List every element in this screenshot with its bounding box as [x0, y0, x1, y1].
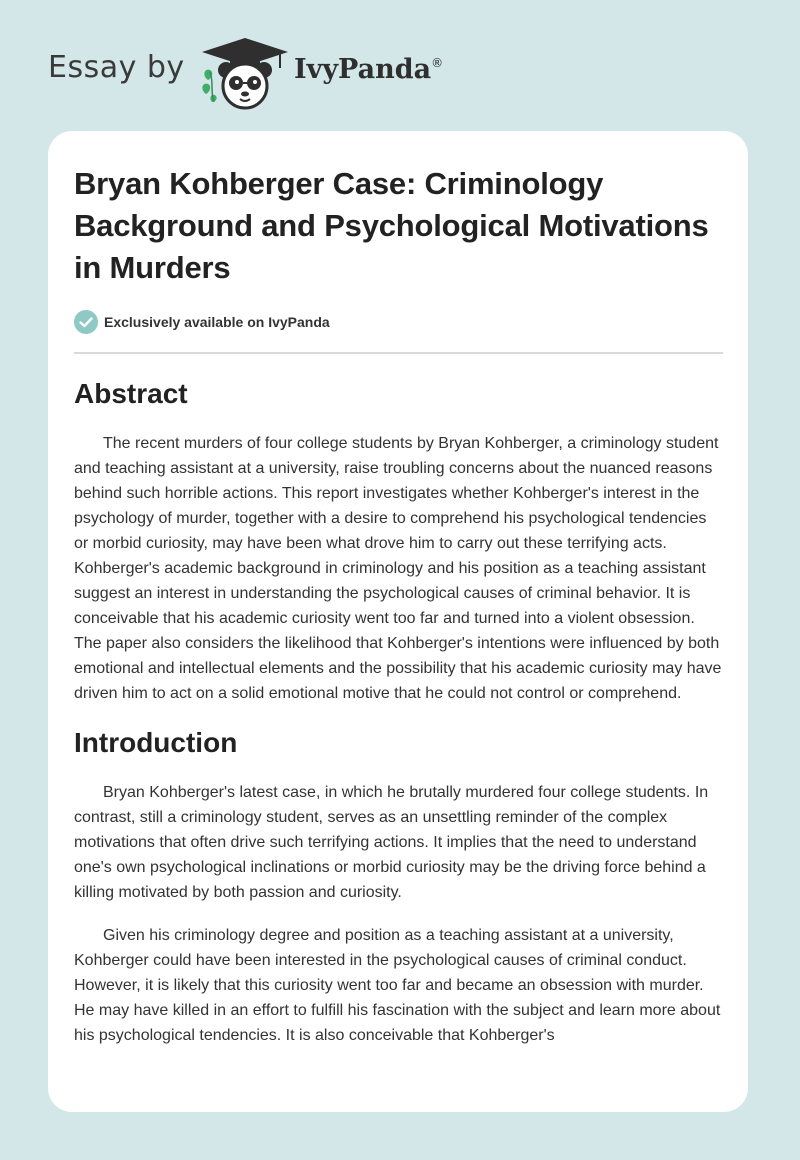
- brand-name-text: IvyPanda: [294, 54, 432, 85]
- exclusive-label: Exclusively available on IvyPanda: [104, 314, 330, 330]
- site-header: [48, 32, 508, 112]
- section-heading-introduction: Introduction: [74, 727, 238, 758]
- essay-card: [48, 131, 748, 1112]
- divider: [74, 352, 723, 354]
- abstract-paragraph: The recent murders of four college students by Bryan Kohberger, a criminology student and teaching assistant at a university, raise troubling concerns about the nuanced reasons behind such horrible actions. This report investigates whether Kohberger's interest in the psychology of murder, together with a desire to comprehend his psychological tendencies or morbid curiosity, may have been what drove him to carry out these terrifying acts. Kohberger's academic background in criminology and his position as a teaching assistant suggest an interest in understanding the psychological causes of criminal behavior. It is conceivable that his academic curiosity went too far and turned into a violent obsession. The paper also considers the likelihood that Kohberger's intentions were influenced by both emotional and intellectual elements and the possibility that his academic curiosity may have driven him to act on a solid emotional motive that he could not control or comprehend.: [74, 435, 722, 702]
- brand-name[interactable]: [294, 54, 443, 85]
- essay-title: Bryan Kohberger Case: Criminology Background and Psychological Motivations in Murders: [74, 166, 709, 285]
- panda-graduate-icon: [200, 36, 290, 112]
- check-circle-icon: [74, 310, 98, 334]
- section-heading-abstract: Abstract: [74, 378, 188, 409]
- essay-content: [74, 163, 723, 1048]
- introduction-paragraph: Bryan Kohberger's latest case, in which he brutally murdered four college students. In contrast, still a criminology student, serves as an unsettling reminder of the complex motivations that often drive such terrifying actions. It implies that the need to understand one's own psychological inclinations or morbid curiosity may be the driving force behind a killing motivated by both passion and curiosity.: [74, 784, 709, 901]
- exclusive-badge: [74, 309, 723, 335]
- registered-mark: ®: [431, 56, 444, 70]
- essay-by-label: Essay by: [48, 50, 185, 85]
- introduction-paragraph: Given his criminology degree and position as a teaching assistant at a university, Kohberger could have been interested in the psychological causes of criminal conduct. However, it is likely that this curiosity went too far and became an obsession with murder. He may have killed in an effort to fulfill his fascination with the subject and learn more about his psychological tendencies. It is also conceivable that Kohberger's: [74, 927, 721, 1044]
